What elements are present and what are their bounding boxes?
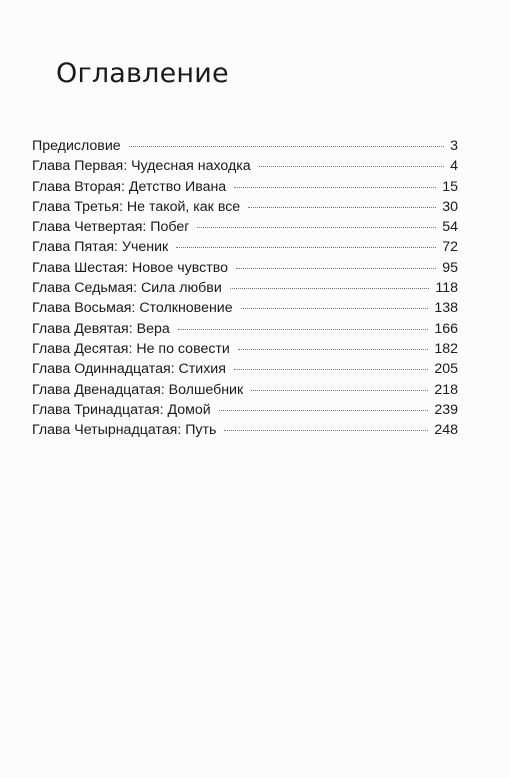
toc-entry-page: 182 [434, 340, 458, 357]
toc-entry-page: 166 [434, 320, 458, 337]
dot-leader [178, 329, 429, 330]
toc-entry-page: 3 [450, 138, 458, 154]
toc-entry [32, 237, 458, 257]
toc-entry-label: Глава Восьмая: Столкновение [32, 300, 233, 317]
toc-entry-page: 15 [442, 178, 458, 195]
toc-entry-label: Глава Третья: Не такой, как все [32, 198, 241, 215]
toc-entry-label: Глава Двенадцатая: Волшебник [32, 381, 244, 398]
toc-entry-page: 118 [435, 280, 458, 297]
dot-leader [176, 247, 436, 248]
toc-entry-label: Глава Пятая: Ученик [32, 239, 169, 256]
toc-entry-page: 218 [434, 381, 458, 398]
toc-entry [32, 339, 458, 359]
toc-entry-label: Глава Вторая: Детство Ивана [32, 178, 227, 195]
toc-entry [32, 319, 458, 339]
dot-leader [197, 227, 436, 228]
toc-entry-label: Глава Седьмая: Сила любви [32, 280, 222, 297]
dot-leader [248, 207, 436, 208]
dot-leader [230, 288, 430, 289]
toc-entry-label: Глава Шестая: Новое чувство [32, 259, 229, 276]
toc-entry-page: 248 [434, 422, 458, 439]
toc-entry-page: 95 [442, 259, 458, 276]
toc-entry [32, 136, 458, 156]
toc-entry [32, 298, 458, 318]
toc-entry [32, 400, 458, 420]
toc-entry-label: Предисловие [32, 138, 121, 154]
dot-leader [224, 430, 428, 431]
toc-entry-page: 239 [434, 401, 458, 418]
dot-leader [234, 369, 428, 370]
toc-entry-page: 205 [434, 361, 458, 378]
toc-entry-label: Глава Тринадцатая: Домой [32, 401, 211, 418]
toc-entry [32, 217, 458, 237]
toc-entry [32, 258, 458, 278]
toc-entry [32, 278, 458, 298]
toc-entry-page: 54 [442, 219, 458, 236]
toc-entry-page: 30 [442, 198, 458, 215]
toc-entry-page: 4 [450, 158, 458, 175]
dot-leader [219, 410, 429, 411]
page-title: Оглавление [56, 58, 229, 89]
toc-entry [32, 177, 458, 197]
toc-entry-label: Глава Девятая: Вера [32, 320, 170, 337]
toc-entry-label: Глава Первая: Чудесная находка [32, 158, 251, 175]
dot-leader [251, 390, 428, 391]
toc-entry [32, 359, 458, 379]
dot-leader [236, 268, 436, 269]
toc-entry-page: 138 [434, 300, 458, 317]
dot-leader [259, 166, 444, 167]
toc-entry-label: Глава Десятая: Не по совести [32, 340, 230, 357]
toc-entry [32, 197, 458, 217]
toc-entry [32, 420, 458, 440]
toc-entry-label: Глава Четырнадцатая: Путь [32, 422, 217, 439]
toc-entry-label: Глава Четвертая: Побег [32, 219, 190, 236]
toc-entry-label: Глава Одиннадцатая: Стихия [32, 361, 226, 378]
dot-leader [241, 308, 429, 309]
dot-leader [129, 146, 444, 147]
toc-entry [32, 380, 458, 400]
toc-entry-page: 72 [442, 239, 458, 256]
dot-leader [234, 187, 436, 188]
table-of-contents [32, 136, 458, 440]
dot-leader [238, 349, 428, 350]
toc-entry [32, 156, 458, 176]
